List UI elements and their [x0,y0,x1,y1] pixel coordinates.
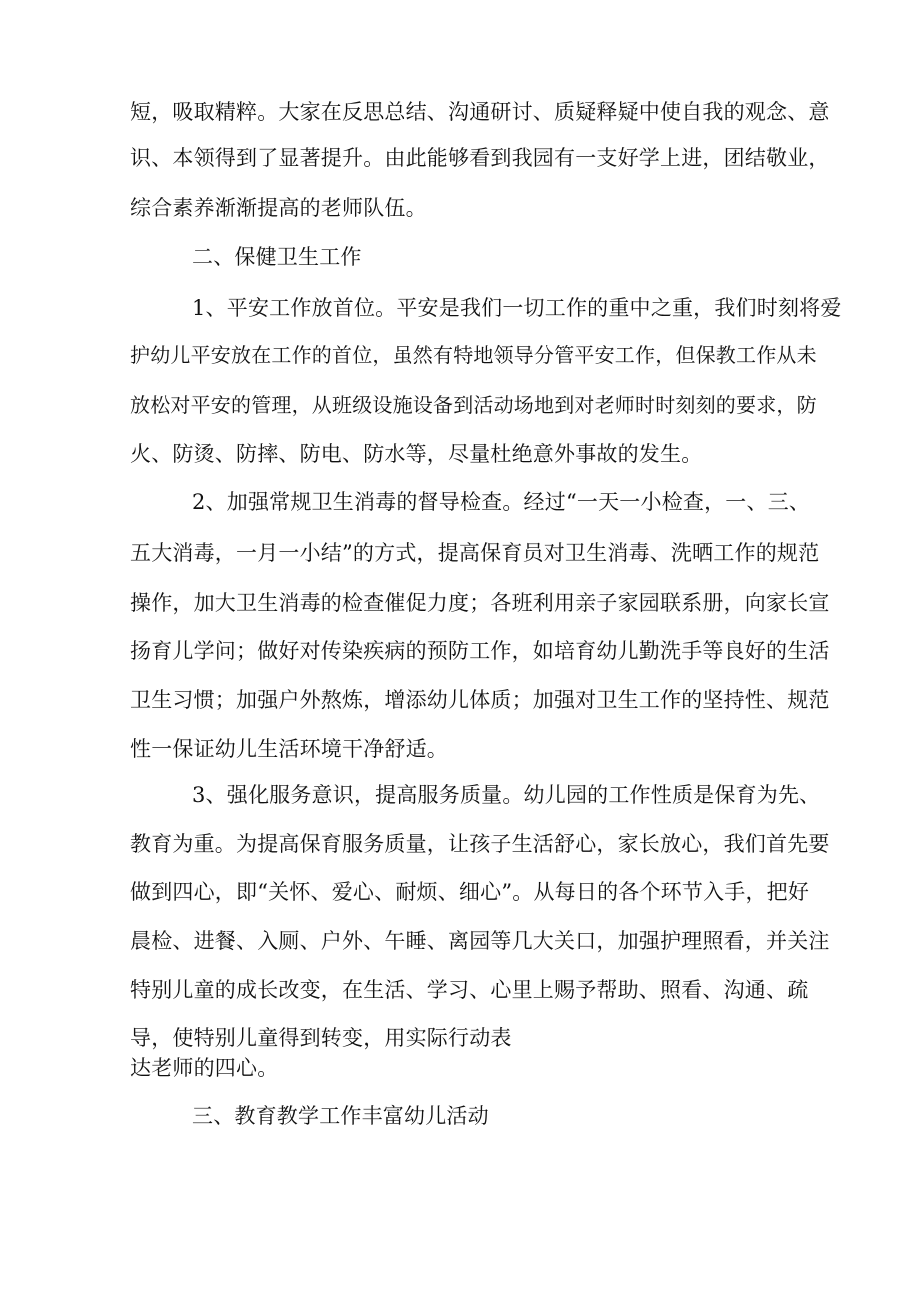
text-line: 晨检、进餐、入厕、户外、午睡、离园等几大关口，加强护理照看，并关注 [130,929,830,953]
text-line: 扬育儿学问；做好对传染疾病的预防工作，如培育幼儿勤洗手等良好的生活 [130,639,830,663]
text-line: 教育为重。为提高保育服务质量，让孩子生活舒心，家长放心，我们首先要 [130,832,830,856]
text-line: 火、防烫、防摔、防电、防水等，尽量杜绝意外事故的发生。 [130,442,703,466]
text-line: 护幼儿平安放在工作的首位，虽然有特地领导分管平安工作，但保教工作从未 [130,343,817,367]
text-line: 1、平安工作放首位。平安是我们一切工作的重中之重，我们时刻将爱 [192,296,842,320]
text-line: 识、本领得到了显著提升。由此能够看到我园有一支好学上进，团结敬业， [130,146,830,170]
text-line: 2、加强常规卫生消毒的督导检查。经过“一天一小检查，一、三、 [192,490,811,514]
section-heading: 三、教育教学工作丰富幼儿活动 [192,1104,489,1128]
text-line: 五大消毒，一月一小结”的方式，提高保育员对卫生消毒、洗晒工作的规范 [130,541,820,565]
text-line: 特别儿童的成长改变，在生活、学习、心里上赐予帮助、照看、沟通、疏 [130,978,809,1002]
text-line: 3、强化服务意识，提高服务质量。幼儿园的工作性质是保育为先、 [192,783,821,807]
text-line: 达老师的四心。 [130,1056,279,1080]
text-line: 操作，加大卫生消毒的检查催促力度；各班利用亲子家园联系册，向家长宣 [130,591,830,615]
text-line: 短，吸取精粹。大家在反思总结、沟通研讨、质疑释疑中使自我的观念、意 [130,100,830,124]
section-heading: 二、保健卫生工作 [192,245,362,269]
text-line: 导，使特别儿童得到转变，用实际行动表 [130,1026,512,1050]
text-line: 综合素养渐渐提高的老师队伍。 [130,196,427,220]
text-line: 卫生习惯；加强户外熬炼，增添幼儿体质；加强对卫生工作的坚持性、规范 [130,688,830,712]
text-line: 性一保证幼儿生活环境干净舒适。 [130,737,448,761]
text-line: 放松对平安的管理，从班级设施设备到活动场地到对老师时时刻刻的要求，防 [130,393,817,417]
text-line: 做到四心，即“关怀、爱心、耐烦、细心”。从每日的各个环节入手，把好 [130,880,810,904]
